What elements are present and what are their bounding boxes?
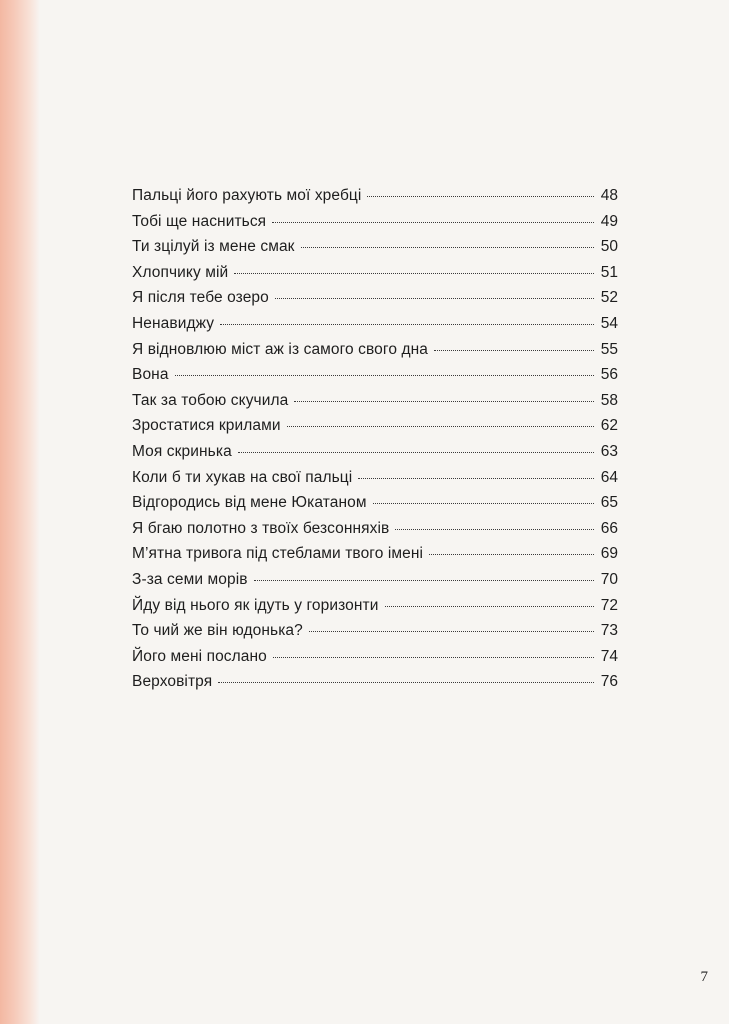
toc-entry[interactable] (132, 311, 618, 337)
toc-entry[interactable] (132, 465, 618, 491)
toc-dot-leader (358, 477, 594, 479)
toc-entry-title: Його мені послано (132, 647, 267, 665)
toc-entry-page: 65 (600, 494, 618, 512)
toc-entry-title: Верховітря (132, 673, 213, 691)
toc-entry-title: Так за тобою скучила (132, 391, 289, 409)
toc-dot-leader (429, 553, 594, 555)
page-number: 7 (700, 969, 708, 985)
toc-entry[interactable] (132, 541, 618, 567)
toc-entry-title: Ти зцілуй із мене смак (132, 238, 295, 256)
toc-dot-leader (273, 656, 594, 658)
toc-entry-page: 69 (600, 545, 618, 563)
toc-entry-page: 76 (600, 673, 618, 691)
toc-entry[interactable] (132, 209, 618, 235)
toc-dot-leader (234, 272, 594, 274)
toc-dot-leader (373, 502, 594, 504)
toc-dot-leader (385, 605, 594, 607)
toc-entry[interactable] (132, 516, 618, 542)
toc-entry-title: Пальці його рахують мої хребці (132, 187, 362, 204)
toc-entry-page: 54 (600, 314, 618, 332)
toc-entry[interactable] (132, 490, 618, 516)
toc-dot-leader (254, 579, 594, 581)
toc-entry-title: Я після тебе озеро (132, 289, 269, 307)
toc-dot-leader (175, 374, 594, 376)
toc-dot-leader (272, 221, 594, 223)
toc-entry-title: Ненавиджу (132, 314, 215, 332)
toc-dot-leader (218, 681, 594, 683)
toc-entry[interactable] (132, 439, 618, 465)
toc-dot-leader (395, 528, 594, 530)
toc-entry-title: Коли б ти хукав на свої пальці (132, 468, 353, 486)
toc-entry-title: Я відновлюю міст аж із самого свого дна (132, 340, 428, 358)
toc-entry-title: Йду від нього як ідуть у горизонти (132, 596, 379, 614)
toc-entry-title: Хлопчику мій (132, 263, 229, 281)
toc-entry-page: 49 (600, 212, 618, 230)
toc-dot-leader (275, 297, 594, 299)
toc-entry-title: Відгородись від мене Юкатаном (132, 494, 367, 512)
toc-entry[interactable] (132, 260, 618, 286)
toc-entry[interactable] (132, 644, 618, 670)
toc-entry-title: З-за семи морів (132, 570, 248, 588)
page-edge-shading (0, 0, 40, 1024)
toc-entry-page: 64 (600, 468, 618, 486)
toc-dot-leader (220, 323, 594, 325)
toc-entry-title: Зростатися крилами (132, 417, 281, 435)
toc-entry-page: 73 (600, 622, 618, 640)
toc-entry-page: 48 (600, 187, 618, 204)
toc-entry-page: 52 (600, 289, 618, 307)
toc-entry-page: 72 (600, 596, 618, 614)
toc-entry[interactable] (132, 285, 618, 311)
toc-dot-leader (434, 349, 594, 351)
toc-entry-page: 51 (600, 263, 618, 281)
toc-entry[interactable] (132, 362, 618, 388)
toc-entry-title: Вона (132, 366, 169, 384)
toc-dot-leader (367, 195, 594, 197)
toc-entry[interactable] (132, 183, 618, 209)
toc-dot-leader (238, 451, 594, 453)
toc-entry-page: 55 (600, 340, 618, 358)
toc-entry[interactable] (132, 669, 618, 695)
toc-entry-page: 56 (600, 366, 618, 384)
toc-entry-title: Тобі ще насниться (132, 212, 267, 230)
toc-entry[interactable] (132, 618, 618, 644)
toc-entry[interactable] (132, 337, 618, 363)
toc-dot-leader (301, 246, 594, 248)
toc-entry-page: 63 (600, 442, 618, 460)
toc-dot-leader (309, 630, 594, 632)
toc-entry-title: Я бгаю полотно з твоїх безсонняхів (132, 519, 390, 537)
toc-entry-page: 58 (600, 391, 618, 409)
toc-entry[interactable] (132, 593, 618, 619)
toc-entry[interactable] (132, 388, 618, 414)
toc-entry[interactable] (132, 413, 618, 439)
toc-dot-leader (294, 400, 594, 402)
toc-entry[interactable] (132, 234, 618, 260)
toc-entry-title: То чий же він юдонька? (132, 622, 303, 640)
toc-dot-leader (287, 425, 594, 427)
toc-entry-page: 62 (600, 417, 618, 435)
toc-entry-title: Моя скринька (132, 442, 232, 460)
toc-entry-title: М’ятна тривога під стеблами твого імені (132, 545, 424, 563)
toc-entry-page: 74 (600, 647, 618, 665)
table-of-contents (132, 183, 618, 695)
toc-entry-page: 70 (600, 570, 618, 588)
toc-entry[interactable] (132, 567, 618, 593)
toc-entry-page: 66 (600, 519, 618, 537)
toc-entry-page: 50 (600, 238, 618, 256)
